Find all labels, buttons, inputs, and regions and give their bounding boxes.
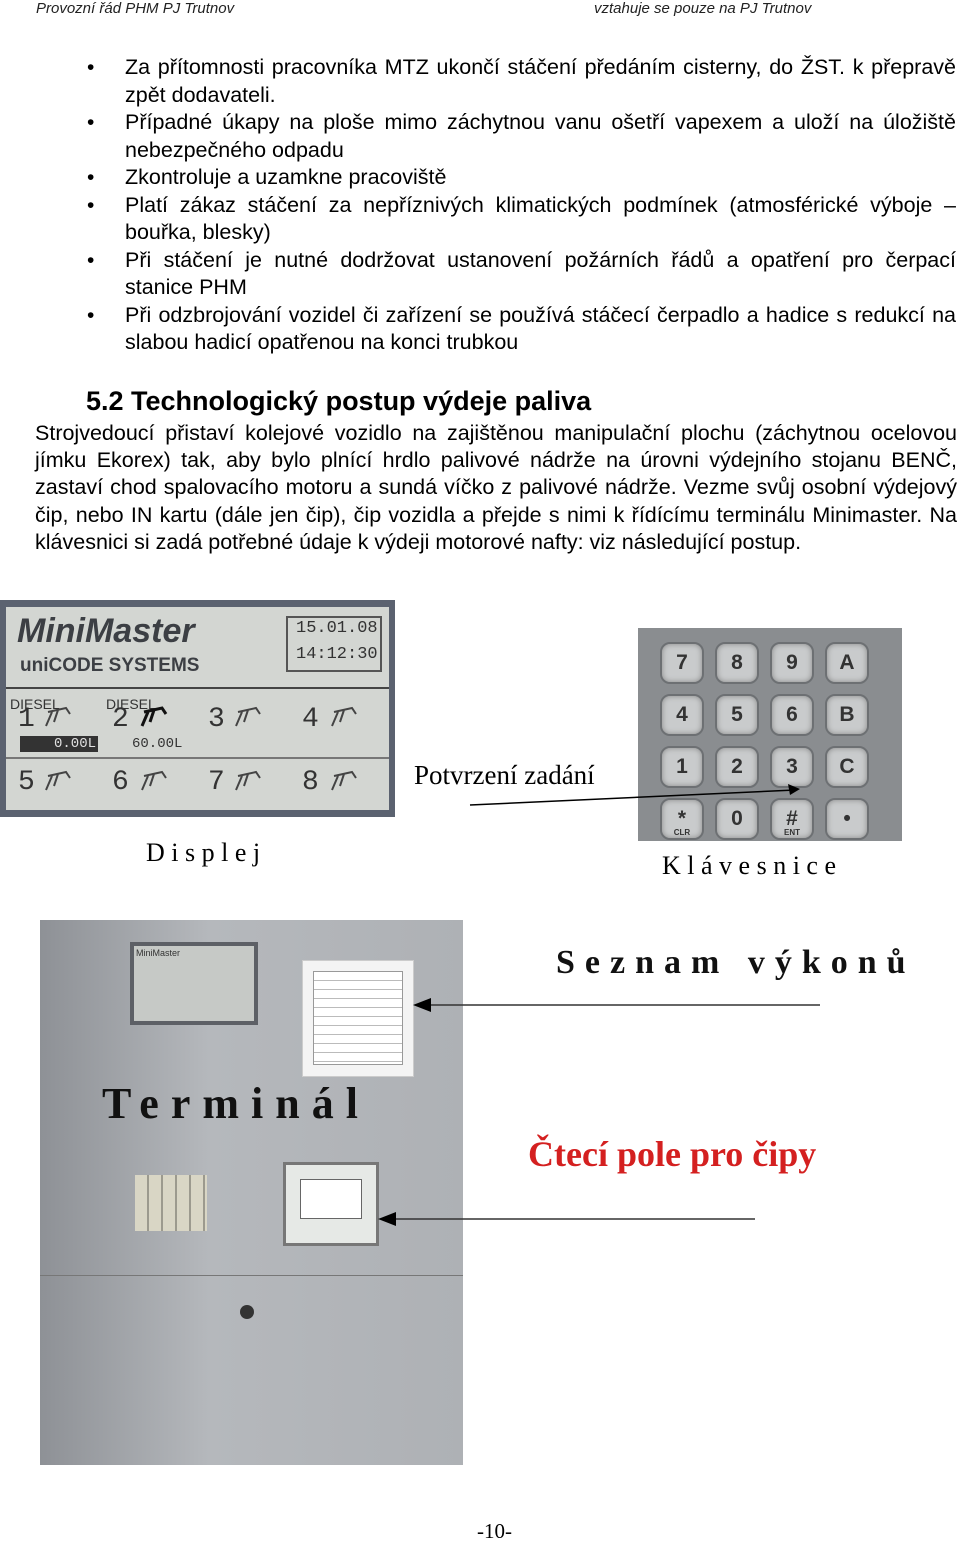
caption-list: Seznam výkonů bbox=[556, 944, 916, 981]
list-paper bbox=[302, 960, 414, 1077]
keypad-key-label: 2 bbox=[731, 755, 743, 778]
header-right: vztahuje se pouze na PJ Trutnov bbox=[594, 0, 812, 17]
keypad-key bbox=[715, 642, 759, 684]
section-heading: 5.2 Technologický postup výdeje paliva bbox=[86, 386, 592, 416]
bullet-item: • Platí zákaz stáčení za nepříznivých klimatických podmínek (atmosférické výboje – bouřka, blesky) bbox=[125, 192, 956, 247]
pump-number: 7 bbox=[208, 767, 225, 798]
keypad-key bbox=[825, 746, 869, 788]
arrow-icon bbox=[405, 990, 825, 1020]
keypad-key-label: 9 bbox=[786, 651, 798, 674]
caption-keypad: K l á v e s n i c e bbox=[662, 851, 837, 880]
keypad-key bbox=[825, 694, 869, 736]
keypad-key-label: • bbox=[843, 807, 851, 830]
terminal-screen bbox=[130, 942, 258, 1025]
keypad-key bbox=[660, 642, 704, 684]
keypad-key bbox=[825, 798, 869, 840]
keypad-key-label: 0 bbox=[731, 807, 743, 830]
display-sub: uniCODE SYSTEMS bbox=[20, 655, 200, 676]
pump-number: 6 bbox=[112, 767, 129, 798]
bullet-list bbox=[0, 54, 960, 357]
keypad-key bbox=[770, 694, 814, 736]
keypad-key-label: # bbox=[786, 807, 798, 830]
arrow-icon bbox=[460, 780, 810, 810]
pump-number: 3 bbox=[208, 704, 225, 735]
bullet-item: • Za přítomnosti pracovníka MTZ ukončí stáčení předáním cisterny, do ŽST. k přepravě zpět dodavateli. bbox=[125, 54, 956, 109]
bullet-item: • Zkontroluje a uzamkne pracoviště bbox=[125, 164, 956, 192]
display-time: 14:12:30 bbox=[296, 645, 378, 664]
keypad-key-label: 5 bbox=[731, 703, 743, 726]
terminal-screen-title: MiniMaster bbox=[136, 948, 181, 958]
display-diesel-2: DIESEL bbox=[106, 696, 156, 712]
nozzle-icon bbox=[0, 600, 395, 817]
keypad-key-label: 7 bbox=[676, 651, 688, 674]
display-photo bbox=[0, 600, 395, 817]
display-volume-1: 0.00L bbox=[20, 736, 98, 752]
chip-reader bbox=[283, 1162, 379, 1246]
page-number: -10- bbox=[477, 1519, 512, 1543]
bullet-item: • Při odzbrojování vozidel či zařízení se používá stáčecí čerpadlo a hadice s redukcí na slabou hadicí opatřenou na konci trubkou bbox=[125, 302, 956, 357]
lock-icon bbox=[240, 1305, 254, 1319]
pump-number: 2 bbox=[112, 704, 129, 735]
pump-number: 8 bbox=[302, 767, 319, 798]
keypad-key bbox=[825, 642, 869, 684]
keypad-key-label: 6 bbox=[786, 703, 798, 726]
keypad-key-label: B bbox=[839, 703, 855, 726]
caption-display: D i s p l e j bbox=[146, 838, 261, 867]
bullet-item: • Při stáčení je nutné dodržovat ustanovení požárních řádů a opatření pro čerpací stanice PHM bbox=[125, 247, 956, 302]
pump-number: 4 bbox=[302, 704, 319, 735]
keypad-key-sublabel: ENT bbox=[784, 828, 800, 837]
pump-number: 5 bbox=[18, 767, 35, 798]
section-paragraph: Strojvedoucí přistaví kolejové vozidlo na zajištěnou manipulační plochu (záchytnou ocelovou jímku Ekorex) tak, aby bylo plnící hrdlo palivové nádrže na úrovni výdejního stojanu BENČ, zastaví chod spalovacího motoru a sundá víčko z palivové nádrže. Vezme svůj osobní výdejový čip, nebo IN kartu (dále jen čip), čip vozidla a přejde s nimi k řídícímu terminálu Minimaster. Na klávesnici si zadá potřebné údaje k výdeji motorové nafty: viz následující postup. bbox=[35, 421, 957, 554]
keypad-key-label: 4 bbox=[676, 703, 688, 726]
keypad-key bbox=[715, 694, 759, 736]
display-date: 15.01.08 bbox=[296, 619, 378, 638]
keypad-key-label: 8 bbox=[731, 651, 743, 674]
display-volume-2: 60.00L bbox=[132, 736, 183, 752]
keypad-key bbox=[770, 642, 814, 684]
keypad-key-label: 1 bbox=[676, 755, 688, 778]
arrow-icon bbox=[370, 1205, 760, 1235]
terminal-photo bbox=[40, 920, 463, 1465]
display-diesel-1: DIESEL bbox=[10, 696, 60, 712]
pump-number: 1 bbox=[18, 704, 35, 735]
caption-confirm: Potvrzení zadání bbox=[414, 760, 595, 790]
header-left: Provozní řád PHM PJ Trutnov bbox=[36, 0, 235, 17]
keypad-key-label: 3 bbox=[786, 755, 798, 778]
terminal-keypad bbox=[135, 1175, 207, 1231]
keypad-key bbox=[660, 694, 704, 736]
keypad-key-label: * bbox=[677, 807, 687, 830]
keypad-key-label: C bbox=[839, 755, 855, 778]
caption-reader: Čtecí pole pro čipy bbox=[528, 1134, 817, 1174]
terminal-label: Terminál bbox=[102, 1079, 370, 1128]
bullet-item: • Případné úkapy na ploše mimo záchytnou vanu ošetří vapexem a uloží na úložiště nebezpečného odpadu bbox=[125, 109, 956, 164]
keypad-key-label: A bbox=[839, 651, 855, 674]
display-brand: MiniMaster bbox=[17, 612, 195, 650]
keypad-key-sublabel: CLR bbox=[673, 828, 691, 837]
